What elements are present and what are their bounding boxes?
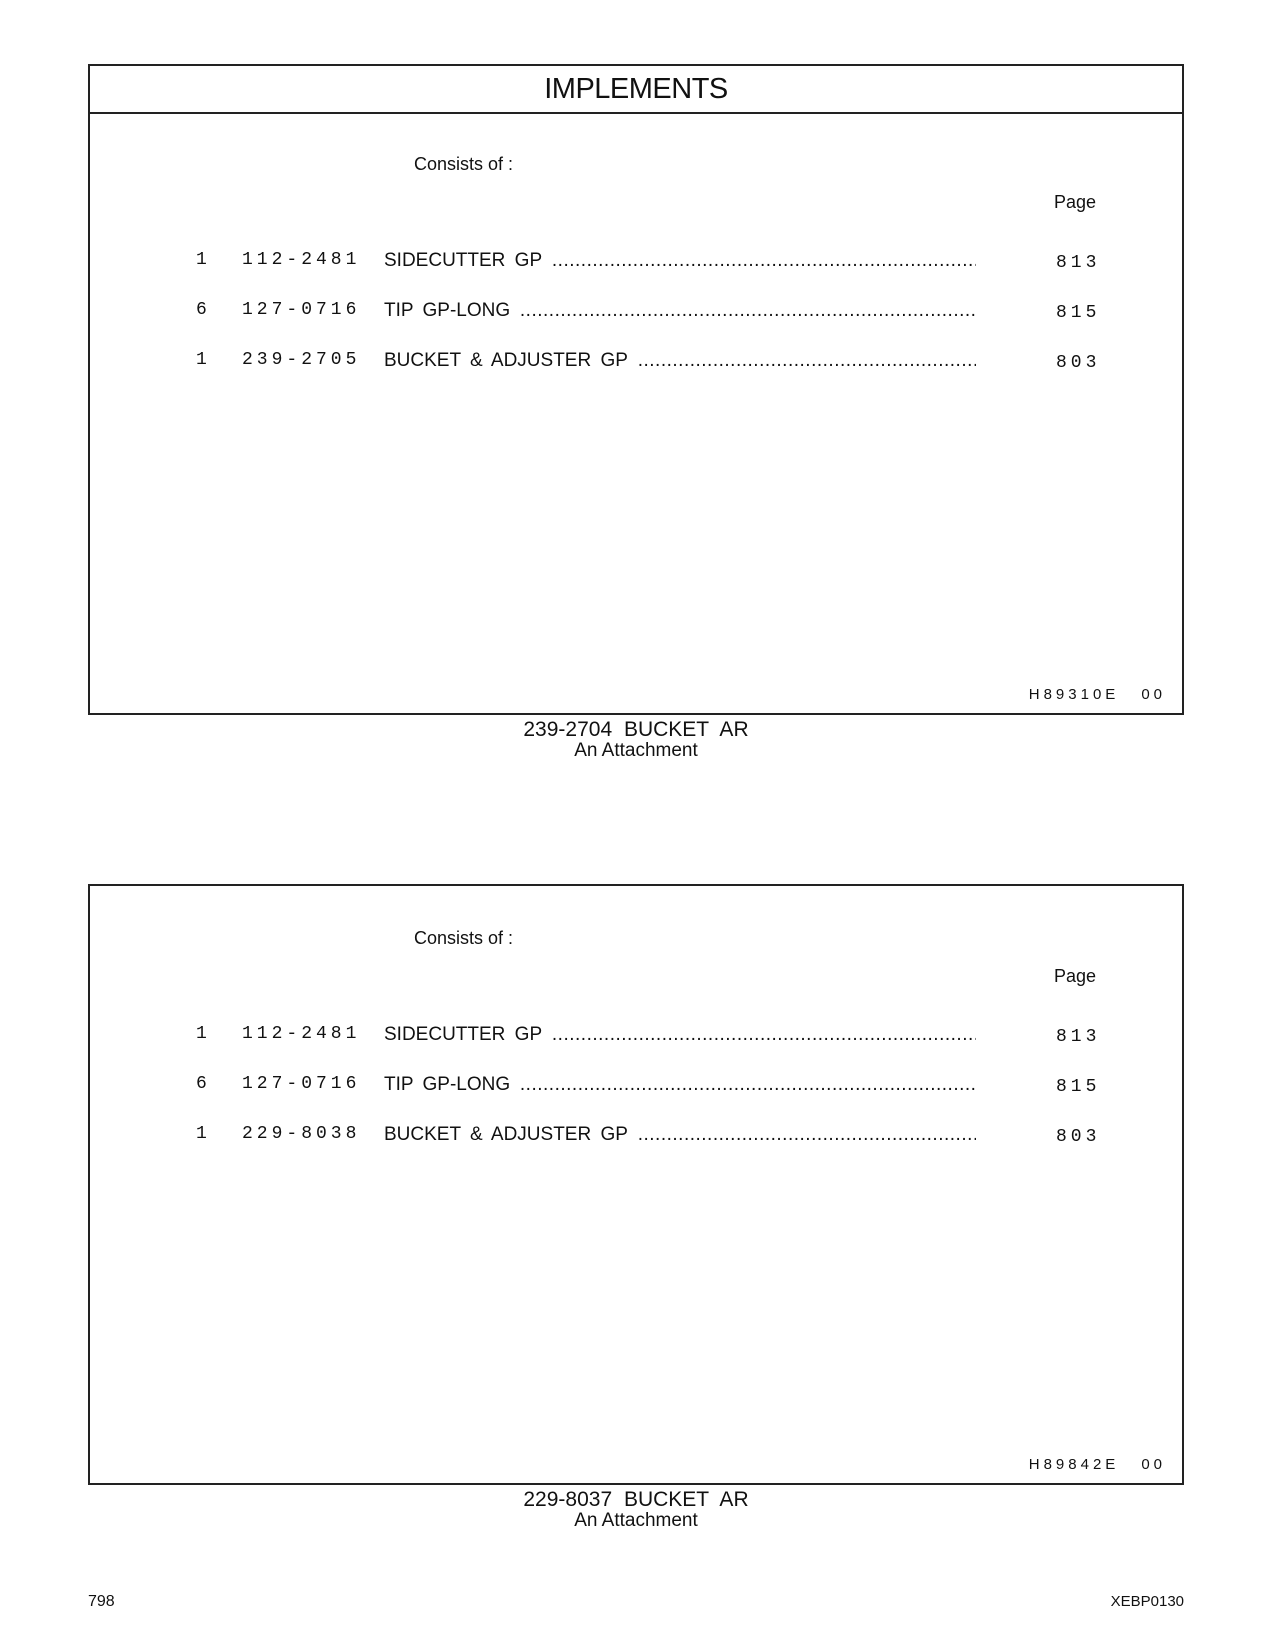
row-qty: 1 [196,250,207,270]
section-title: IMPLEMENTS [90,66,1182,114]
caption-subtitle: An Attachment [574,1510,698,1531]
page-column-label: Page [1054,966,1097,986]
row-qty: 6 [196,1074,207,1094]
ref-code: H89310E [1028,686,1120,703]
illustration-ref [1029,1456,1166,1473]
row-page: 813 [1056,253,1101,273]
caption-title: 239-2704 BUCKET AR [523,718,749,741]
parts-row [90,300,1186,324]
parts-panel-1 [88,64,1184,715]
panel-2-caption [88,1489,1184,1531]
row-qty: 1 [196,350,207,370]
row-part-number: 229-8038 [242,1124,361,1144]
row-description: TIP GP-LONG [384,1074,511,1095]
row-qty: 1 [196,1024,207,1044]
row-part-number: 127-0716 [242,1074,361,1094]
row-part-number: 112-2481 [242,250,361,270]
row-part-number: 112-2481 [242,1024,361,1044]
ref-revision: 00 [1141,686,1166,703]
page-number: 798 [88,1593,115,1610]
ref-code: H89842E [1028,1456,1120,1473]
consists-of-label: Consists of : [414,928,514,948]
ref-revision: 00 [1141,1456,1166,1473]
row-page: 803 [1056,353,1101,373]
row-qty: 6 [196,300,207,320]
row-description: SIDECUTTER GP [384,250,543,271]
parts-row [90,350,1186,374]
row-page: 803 [1056,1127,1101,1147]
caption-subtitle: An Attachment [574,740,698,761]
row-part-number: 239-2705 [242,350,361,370]
page-column-label: Page [1054,192,1097,212]
row-page: 815 [1056,1077,1101,1097]
document-code: XEBP0130 [1110,1593,1184,1610]
parts-panel-2 [88,884,1184,1485]
row-page: 815 [1056,303,1101,323]
parts-row [90,1074,1186,1098]
row-description: BUCKET & ADJUSTER GP [384,1124,628,1145]
row-description: SIDECUTTER GP [384,1024,543,1045]
parts-row [90,1124,1186,1148]
panel-1-caption [88,719,1184,761]
parts-row [90,250,1186,274]
consists-of-label: Consists of : [414,154,514,174]
row-part-number: 127-0716 [242,300,361,320]
illustration-ref [1029,686,1166,703]
row-page: 813 [1056,1027,1101,1047]
row-description: BUCKET & ADJUSTER GP [384,350,628,371]
caption-title: 229-8037 BUCKET AR [523,1488,749,1511]
parts-row [90,1024,1186,1048]
row-qty: 1 [196,1124,207,1144]
row-description: TIP GP-LONG [384,300,511,321]
